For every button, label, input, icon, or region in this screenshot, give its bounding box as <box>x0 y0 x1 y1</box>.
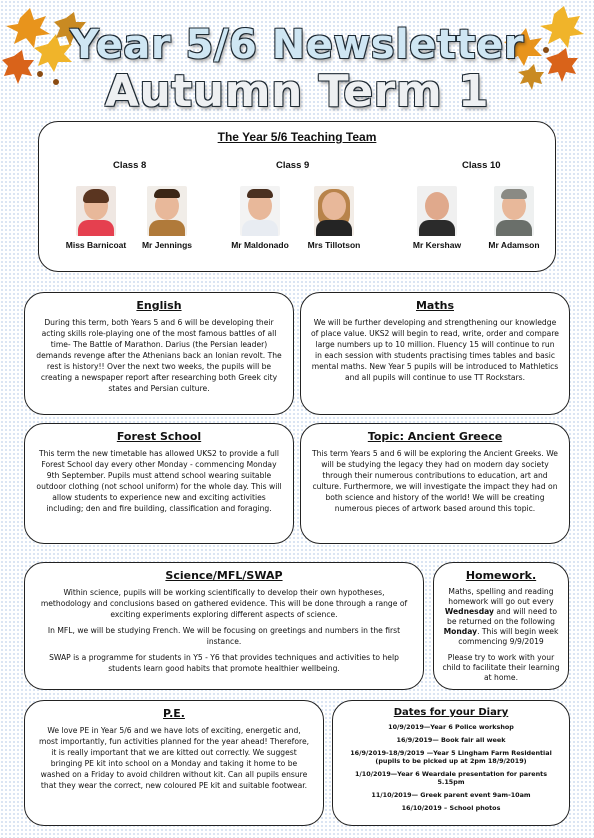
diary-panel <box>332 700 570 826</box>
class-10-label: Class 10 <box>462 160 501 171</box>
teacher-card <box>225 186 295 250</box>
teacher-photo <box>417 186 457 236</box>
homework-note: Please try to work with your child to facilitate their learning at home. <box>442 653 560 682</box>
teacher-card <box>299 186 369 250</box>
topic-heading: Topic: Ancient Greece <box>367 430 503 443</box>
term-title: Autumn Term 1 <box>104 66 490 117</box>
science-text: Within science, pupils will be working scientifically to develop their own hypotheses, methodology and conclusions based on gathered evidence. This will be done through a range of exciting experiments exploring different aspects of science. <box>40 588 408 619</box>
homework-text: Maths, spelling and reading homework will go out every Wednesday and will need to be returned on the following Monday. This will begin week commencing 9/9/2019 <box>443 587 559 646</box>
class-9-label: Class 9 <box>276 160 310 171</box>
english-text: During this term, both Years 5 and 6 will be developing their acting skills role-playing one of the most famous battles of all time- The Battle of Marathon. Darius (the Persian leader) demands revenge after the Athenians back an Ionian revolt. The rest is history!! Over the next two weeks, the pupils will be creating a newspaper report after researching both Greek city states and Persian culture. <box>36 318 282 393</box>
english-heading: English <box>136 299 182 312</box>
maths-panel <box>300 292 570 415</box>
english-panel <box>24 292 294 415</box>
teacher-photo <box>147 186 187 236</box>
diary-item: 10/9/2019—Year 6 Police workshop <box>388 723 514 731</box>
forest-school-text: This term the new timetable has allowed UKS2 to provide a full Forest School day every other Monday - commencing Monday 9th September. Pupils must attend school wearing suitable outdoor clothing (not school uniform) for the whole day. This will allow students to experience new and exciting activities including; den and fire building, classification and foraging. <box>36 449 282 513</box>
science-panel <box>24 562 424 690</box>
forest-school-panel <box>24 423 294 544</box>
pe-text: We love PE in Year 5/6 and we have lots of exciting, energetic and, most importantly, fun activities planned for the year ahead! Therefore, it is really important that we are kitted out correctly. We suggest bringing PE kit into school on a Monday and taking it home to be washed on a Friday to avoid children without kit. Can all pupils ensure that they wear the correct, new coloured PE kit and suitable footwear. <box>38 726 310 790</box>
diary-item: 16/9/2019— Book fair all week <box>396 736 506 744</box>
teacher-card <box>61 186 131 250</box>
teacher-name: Mr Maldonado <box>231 240 289 250</box>
diary-item: 1/10/2019—Year 6 Weardale presentation for parents 5.15pm <box>354 770 548 786</box>
diary-list <box>341 723 561 812</box>
topic-panel <box>300 423 570 544</box>
mfl-text: In MFL, we will be studying French. We will be focusing on greetings and numbers in the first instance. <box>47 626 401 646</box>
maths-text: We will be further developing and strengthening our knowledge of place value. UKS2 will begin to read, write, order and compare large numbers up to 10 million. Fluency 15 will continue to run in each session with students practising times tables and basic mental maths. New Year 5 pupils will be introduced to Mathletics and all pupils will continue to use TT Rockstars. <box>311 318 559 382</box>
teacher-card <box>479 186 549 250</box>
homework-panel <box>433 562 569 690</box>
teacher-card <box>402 186 472 250</box>
teacher-name: Miss Barnicoat <box>65 240 127 250</box>
science-heading: Science/MFL/SWAP <box>165 569 283 582</box>
team-title: The Year 5/6 Teaching Team <box>217 130 377 144</box>
class-8-label: Class 8 <box>113 160 147 171</box>
swap-text: SWAP is a programme for students in Y5 - Y6 that provides techniques and activities to help students learn good habits that promote healthier wellbeing. <box>49 653 399 673</box>
teacher-card <box>132 186 202 250</box>
diary-item: 11/10/2019— Greek parent event 9am-10am <box>371 791 531 799</box>
teaching-team-panel <box>38 121 556 272</box>
pe-panel <box>24 700 324 826</box>
teacher-photo <box>494 186 534 236</box>
diary-item: 16/9/2019-18/9/2019 —Year 5 Lingham Farm Residential (pupils to be picked up at 2pm 18/9/2019) <box>350 749 552 765</box>
teacher-photo <box>240 186 280 236</box>
homework-heading: Homework. <box>465 569 537 582</box>
teacher-name: Mr Adamson <box>488 240 540 250</box>
diary-item: 16/10/2019 – School photos <box>401 804 501 812</box>
newsletter-title: Year 5/6 Newsletter <box>69 22 525 68</box>
topic-text: This term Years 5 and 6 will be exploring the Ancient Greeks. We will be studying the legacy they had on modern day society through their numerous contributions to education, art and culture. Furthermore, we will investigate the impact they had on both science and history of the world! We will be creating numerous pieces of artwork based around this topic. <box>312 449 558 513</box>
teacher-photo <box>314 186 354 236</box>
teacher-name: Mr Kershaw <box>412 240 462 250</box>
teacher-name: Mrs Tillotson <box>307 240 361 250</box>
teacher-photo <box>76 186 116 236</box>
forest-school-heading: Forest School <box>116 430 202 443</box>
diary-heading: Dates for your Diary <box>393 707 509 718</box>
pe-heading: P.E. <box>163 707 185 720</box>
maths-heading: Maths <box>415 299 454 312</box>
teacher-name: Mr Jennings <box>141 240 193 250</box>
